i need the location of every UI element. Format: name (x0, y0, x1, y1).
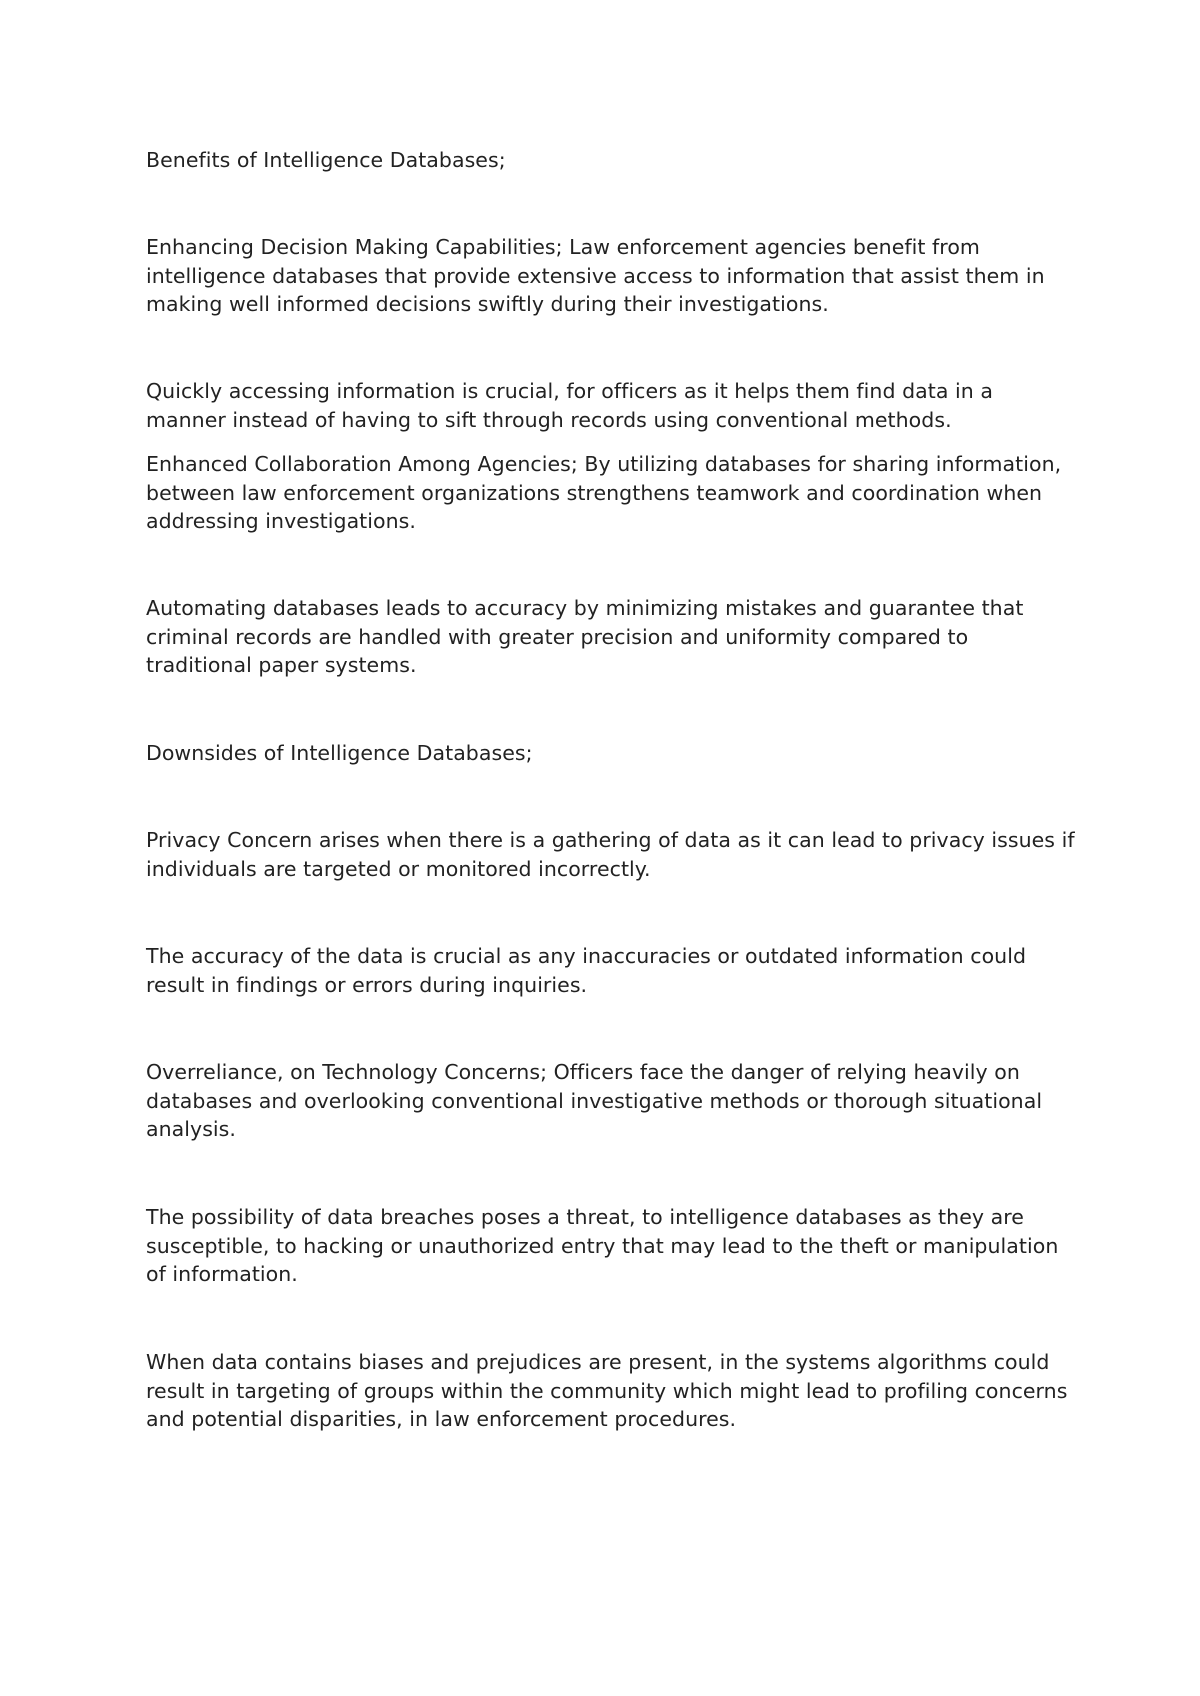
downside-paragraph-data-breaches: The possibility of data breaches poses a threat, to intelligence databases as they are susceptible, to hacking or unauthorized entry that may lead to the theft or manipulation of information. (146, 1205, 1059, 1286)
downside-paragraph-privacy: Privacy Concern arises when there is a gathering of data as it can lead to privacy issues if individuals are targeted or monitored incorrectly. (146, 828, 1075, 881)
downsides-heading: Downsides of Intelligence Databases; (146, 741, 533, 765)
downside-paragraph-overreliance: Overreliance, on Technology Concerns; Officers face the danger of relying heavily on databases and overlooking conventional investigative methods or thorough situational analysis. (146, 1060, 1043, 1141)
downside-paragraph-data-accuracy: The accuracy of the data is crucial as any inaccuracies or outdated information could result in findings or errors during inquiries. (146, 944, 1027, 997)
benefit-paragraph-collaboration: Enhanced Collaboration Among Agencies; By utilizing databases for sharing information, between law enforcement organizations strengthens teamwork and coordination when addressing investigations. (146, 452, 1062, 533)
benefit-paragraph-decision-making: Enhancing Decision Making Capabilities; Law enforcement agencies benefit from intelligence databases that provide extensive access to information that assist them in making well informed decisions swiftly during their investigations. (146, 235, 1045, 316)
downside-paragraph-bias: When data contains biases and prejudices are present, in the systems algorithms could result in targeting of groups within the community which might lead to profiling concerns and potential disparities, in law enforcement procedures. (146, 1350, 1068, 1431)
benefit-paragraph-accuracy: Automating databases leads to accuracy by minimizing mistakes and guarantee that criminal records are handled with greater precision and uniformity compared to traditional paper systems. (146, 596, 1024, 677)
benefit-paragraph-quick-access: Quickly accessing information is crucial, for officers as it helps them find data in a manner instead of having to sift through records using conventional methods. (146, 379, 994, 432)
benefits-heading: Benefits of Intelligence Databases; (146, 148, 506, 172)
